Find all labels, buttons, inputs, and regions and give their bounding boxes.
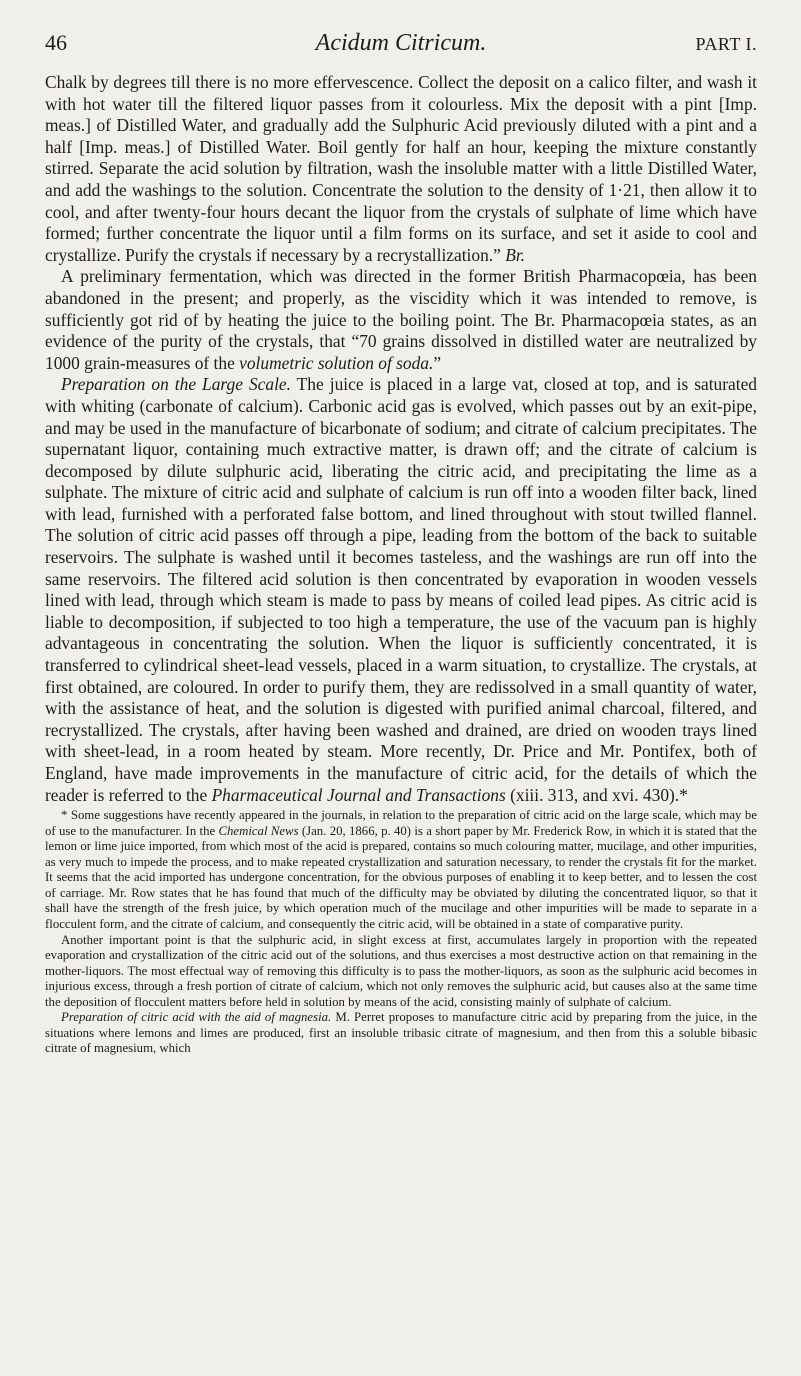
running-header: [45, 30, 757, 60]
text-run: M. Perret proposes to manufacture citric acid by preparing from the juice, in the situations where lemons and limes are produced, first an insoluble tribasic citrate of magnesium, and then from this a soluble bibasic citrate of magnesium, which: [45, 1010, 757, 1056]
text-run: The juice is placed in a large vat, closed at top, and is saturated with whiting (carbonate of calcium). Carbonic acid gas is evolved, which passes out by an exit-pipe, and may be used in the manufacture of bicarbonate of sodium; and citrate of calcium precipitates. The supernatant liquor, containing much extractive matter, is drawn off; and the citrate of calcium is decomposed by dilute sulphuric acid, liberating the citric acid, and precipitating the lime as a sulphate. The mixture of citric acid and sulphate of calcium is run off into a wooden filter back, lined with lead, furnished with a perforated false bottom, and lined throughout with stout twilled flannel. The solution of citric acid passes off through a pipe, leading from the bottom of the back to suitable reservoirs. The sulphate is washed until it becomes tasteless, and the washings are run off into the same reservoirs. The filtered acid solution is then concentrated by evaporation in wooden vessels lined with lead, through which steam is made to pass by means of coiled lead pipes. As citric acid is liable to decomposition, if subjected to too high a temperature, the use of the vacuum pan is highly advantageous in concentrating the solution. When the liquor is sufficiently concentrated, it is transferred to cylindrical sheet-lead vessels, placed in a warm situation, to crystallize. The crystals, at first obtained, are coloured. In order to purify them, they are redissolved in a small quantity of water, with the assistance of heat, and the solution is digested with purified animal charcoal, filtered, and recrystallized. The crystals, after having been washed and drained, are dried on wooden trays lined with sheet-lead, in a room heated by steam. More recently, Dr. Price and Mr. Pontifex, both of England, have made improvements in the manufacture of citric acid, for the details of which the reader is referred to the: [45, 374, 758, 805]
text-run: Chalk by degrees till there is no more effervescence. Collect the deposit on a calico filter, and wash it with hot water till the filtered liquor passes from it colourless. Mix the deposit with a pint [Imp. meas.] of Distilled Water, and gradually add the Sulphuric Acid previously diluted with a pint and a half [Imp. meas.] of Distilled Water. Boil gently for half an hour, keeping the mixture constantly stirred. Separate the acid solution by filtration, wash the insoluble matter with a little Distilled Water, and add the washings to the solution. Concentrate the solution to the density of 1·21, then allow it to cool, and after twenty-four hours decant the liquor from the crystals of sulphate of lime which have formed; further concentrate the liquor until a film forms on its surface, and set it aside to cool and crystallize. Purify the crystals if necessary by a recrystallization.”: [45, 72, 757, 265]
footnote-paragraph: [45, 933, 757, 1011]
text-run: (Jan. 20, 1866, p. 40) is a short paper by Mr. Frederick Row, in which it is stated that the lemon or lime juice imported, from which most of the acid is prepared, contains so much colouring matter, mucilage, and other impurities, as very much to impede the process, and to make repeated crystallization and saturation necessary, to render the crystals fit for the market. It seems that the acid imported has undergone concentration, for the obvious purposes of enabling it to keep better, and to lessen the cost of carriage. Mr. Row states that he has found that much of the difficulty may be obviated by diluting the concentrated liquor, so that it shall have the strength of the fresh juice, by which operation much of the mucilage and other impurities will be made to separate in a flocculent form, and the citrate of calcium, and consequently the citric acid, will be obtained in a state of comparative purity.: [45, 823, 757, 932]
italic-text: Br.: [505, 244, 526, 265]
part-label: PART I.: [695, 34, 757, 54]
footnote-paragraph: [45, 808, 757, 932]
text-run: ”: [433, 352, 442, 373]
body-paragraph: [45, 266, 757, 374]
text-run: (xiii. 313, and xvi. 430).*: [505, 784, 688, 805]
text-run: A preliminary fermentation, which was directed in the former British Pharmacopœia, has been abandoned in the present; and properly, as the viscidity which it was intended to remove, is sufficiently got rid of by heating the juice to the boiling point. The Br. Pharmacopœia states, as an evidence of the purity of the crystals, that “70 grains dissolved in distilled water are neutralized by 1000 grain-measures of the: [45, 266, 757, 373]
italic-text: Pharmaceutical Journal and Transactions: [211, 784, 506, 805]
page-number: 46: [45, 30, 67, 55]
italic-text: volumetric solution of soda.: [239, 352, 434, 373]
footnote-paragraph: [45, 1010, 757, 1057]
body-paragraph: [45, 72, 757, 266]
text-run: Another important point is that the sulphuric acid, in slight excess at first, accumulates largely in proportion with the repeated evaporation and crystallization of the citric acid out of the solutions, and thus exercises a most destructive action on that remaining in the mother-liquors. The most effectual way of removing this difficulty is to pass the mother-liquors, as soon as the sulphuric acid becomes in injurious excess, through a fresh portion of citrate of calcium, which not only removes the sulphuric acid, but causes also at the same time the deposition of flocculent matters before held in solution by means of the acid, consisting mainly of sulphate of calcium.: [45, 932, 757, 1009]
main-text: [45, 72, 757, 806]
body-paragraph: [45, 374, 757, 806]
italic-text: Chemical News: [218, 823, 299, 838]
text-run: * Some suggestions have recently appeared in the journals, in relation to the preparation of citric acid on the large scale, which may be of use to the manufacturer. In the: [45, 808, 757, 838]
italic-text: Preparation on the Large Scale.: [61, 374, 291, 395]
italic-text: Preparation of citric acid with the aid of magnesia.: [61, 1010, 332, 1025]
running-title: Acidum Citricum.: [315, 30, 487, 56]
footnotes: [45, 808, 757, 1057]
